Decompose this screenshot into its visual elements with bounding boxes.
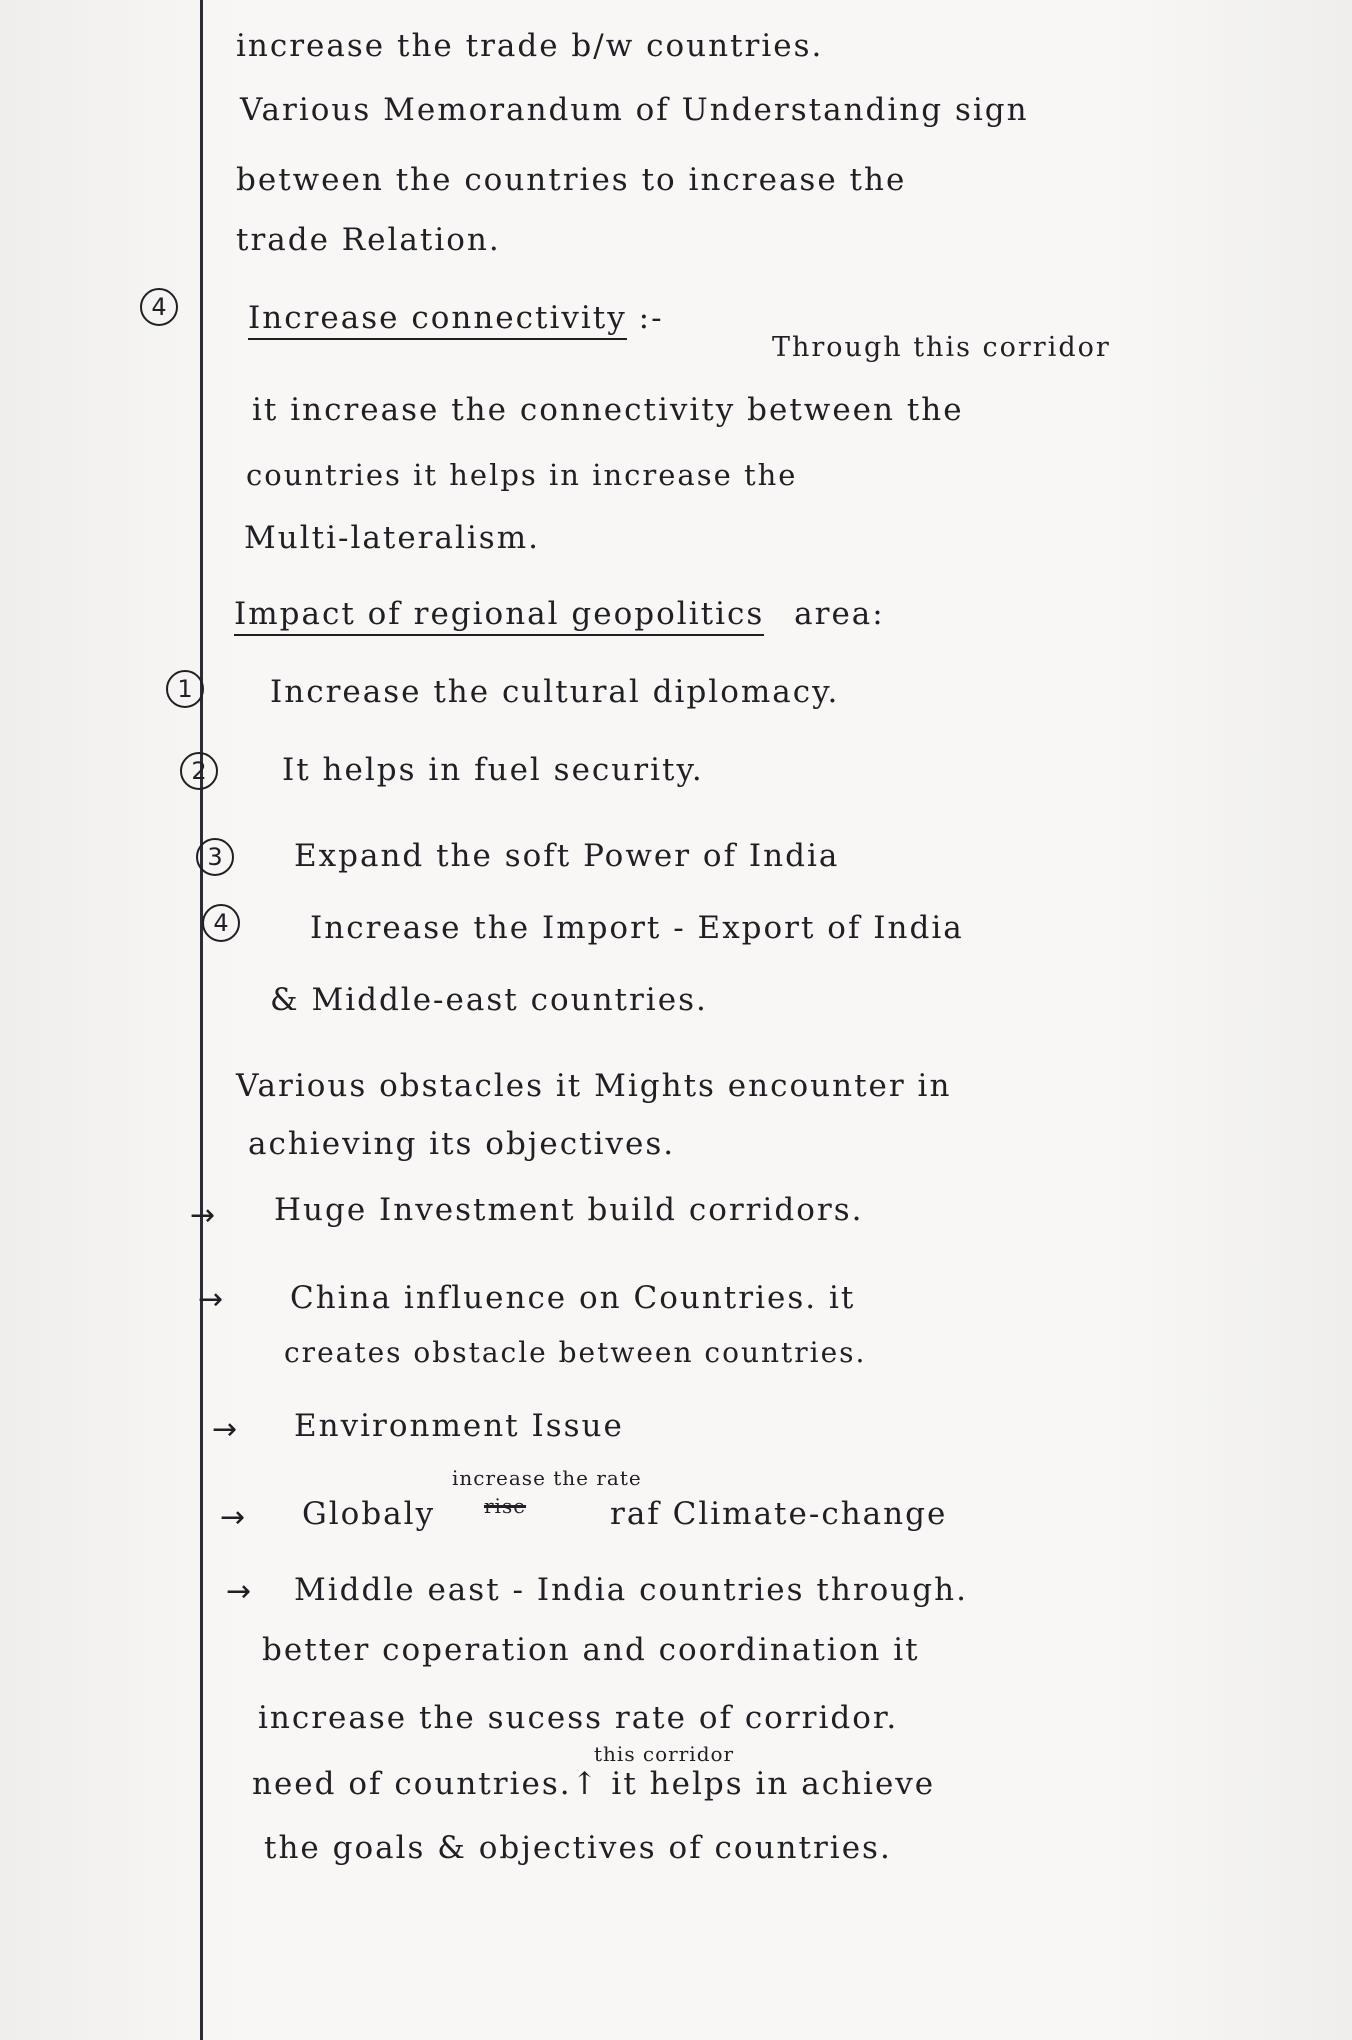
obstacles-line-2: achieving its objectives.: [248, 1126, 676, 1162]
impact-heading-tail: area:: [794, 596, 885, 632]
intro-line-4: trade Relation.: [236, 222, 501, 258]
obstacle-5: Middle east - India countries through.: [294, 1572, 968, 1608]
obstacle-1: Huge Investment build corridors.: [274, 1192, 864, 1228]
intro-line-1: increase the trade b/w countries.: [236, 28, 824, 64]
impact-heading: [234, 596, 885, 632]
point-4-marker: 4: [140, 288, 178, 326]
point-4-heading: [248, 300, 664, 336]
obstacles-line-1: Various obstacles it Mights encounter in: [236, 1068, 952, 1104]
obstacle-3-arrow-icon: →: [212, 1412, 238, 1447]
intro-line-3: between the countries to increase the: [236, 162, 907, 198]
impact-item-3-marker: 3: [196, 838, 234, 876]
impact-item-2: It helps in fuel security.: [282, 752, 704, 788]
obstacle-4-tail: raf Climate-change: [610, 1496, 948, 1532]
conclusion-line-2: increase the sucess rate of corridor.: [258, 1700, 899, 1736]
obstacle-4-start: Globaly: [302, 1496, 436, 1532]
point-4-line-1-rest: Through this corridor: [772, 332, 1111, 363]
impact-item-3: Expand the soft Power of India: [294, 838, 840, 874]
obstacle-4-insert-note: increase the rate: [452, 1466, 642, 1490]
conclusion-insert-note: this corridor: [594, 1742, 735, 1766]
obstacle-1-arrow-icon: →: [190, 1198, 216, 1233]
impact-item-2-marker: 2: [180, 752, 218, 790]
impact-item-4-continued: & Middle-east countries.: [270, 982, 708, 1018]
obstacle-4-arrow-icon: →: [220, 1500, 246, 1535]
point-4-line-4: Multi-lateralism.: [244, 520, 540, 556]
intro-line-2: Various Memorandum of Understanding sign: [240, 92, 1029, 128]
margin-line: [200, 0, 203, 2040]
point-4-line-2: it increase the connectivity between the: [252, 392, 964, 428]
impact-item-1: Increase the cultural diplomacy.: [270, 674, 840, 710]
impact-heading-text: Impact of regional geopolitics: [234, 596, 764, 636]
impact-item-4-marker: 4: [202, 904, 240, 942]
obstacle-3: Environment Issue: [294, 1408, 624, 1444]
obstacle-2: China influence on Countries. it: [290, 1280, 856, 1316]
impact-item-4: Increase the Import - Export of India: [310, 910, 964, 946]
conclusion-line-1: better coperation and coordination it: [262, 1632, 920, 1668]
obstacle-2-arrow-icon: →: [198, 1282, 224, 1317]
conclusion-line-4: the goals & objectives of countries.: [264, 1830, 892, 1866]
obstacle-5-arrow-icon: →: [226, 1574, 252, 1609]
point-4-heading-text: Increase connectivity: [248, 300, 627, 340]
impact-item-1-marker: 1: [166, 670, 204, 708]
obstacle-2-continued: creates obstacle between countries.: [284, 1336, 867, 1369]
conclusion-line-3: need of countries.↑ it helps in achieve: [252, 1766, 936, 1802]
obstacle-4-struck-word: rise: [484, 1494, 527, 1518]
point-4-line-3: countries it helps in increase the: [246, 458, 798, 492]
point-4-heading-sep: :-: [638, 300, 664, 336]
